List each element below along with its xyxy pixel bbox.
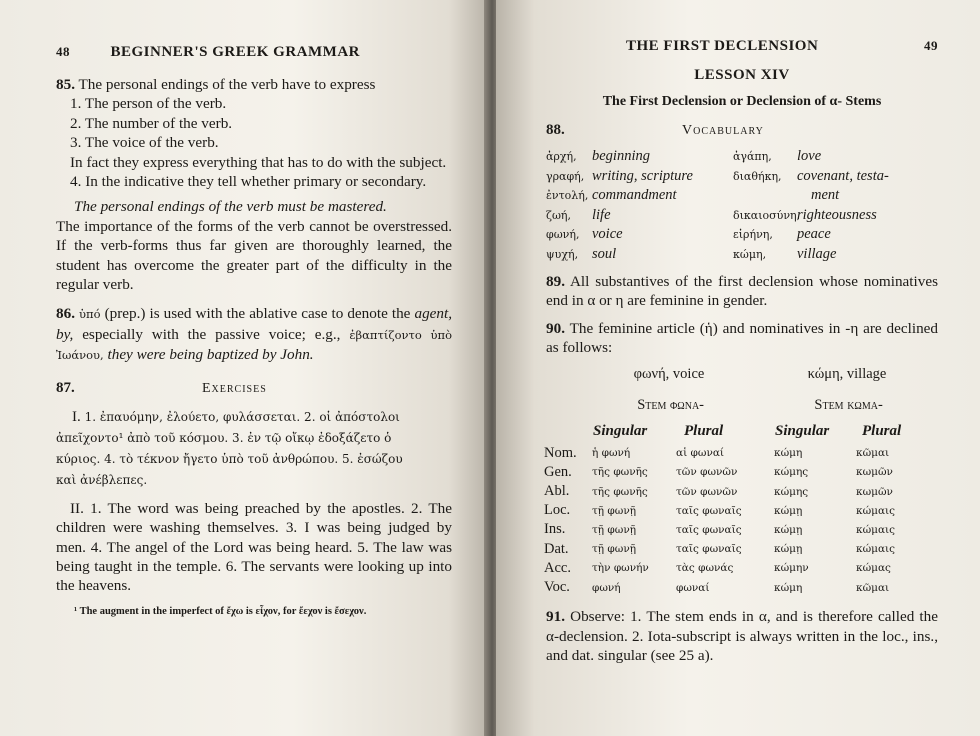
section-86-greek-word: ὑπό	[79, 307, 101, 322]
form-cell: αἱ φωναί	[676, 447, 725, 460]
form-cell: φωνή	[592, 581, 621, 594]
section-85-item-3: 3. The voice of the verb.	[70, 134, 219, 152]
section-86-text-b: especially with the passive voice; e.g.,	[82, 325, 341, 343]
declension-word-1: φωνή, voice	[633, 365, 705, 382]
form-cell: κώμη	[774, 447, 803, 460]
declension-stems	[546, 397, 938, 414]
form-cell: ἡ φωνή	[592, 447, 631, 460]
form-cell: κώμη	[774, 581, 803, 594]
form-cell: κώμην	[774, 562, 809, 575]
form-cell: κώμαις	[856, 504, 896, 517]
form-cell: ταῖς φωναῖς	[676, 543, 742, 556]
form-cell: κῶμαι	[856, 581, 890, 594]
case-label: Voc.	[544, 579, 570, 596]
right-running-title: THE FIRST DECLENSION	[626, 38, 819, 54]
table-row	[544, 578, 936, 597]
table-row	[544, 501, 936, 520]
column-singular: Singular	[775, 423, 830, 440]
vocab-english: soul	[592, 245, 617, 262]
right-page	[496, 0, 980, 736]
exercise-greek-line	[72, 407, 452, 428]
form-cell: κώμας	[856, 562, 891, 575]
section-89-text: All substantives of the first declension whose nominatives end in α or η are feminine in gender.	[546, 273, 938, 310]
form-cell: τῇ φωνῇ	[592, 543, 637, 556]
form-cell: τῇ φωνῇ	[592, 523, 637, 536]
vocab-english: righteousness	[797, 206, 877, 223]
vocab-english: beginning	[592, 148, 650, 164]
case-label: Ins.	[544, 521, 566, 538]
form-cell: κώμῃ	[774, 504, 803, 517]
vocab-greek: ψυχή,	[546, 247, 579, 261]
section-88-heading	[546, 122, 938, 139]
vocab-english: commandment	[592, 187, 677, 203]
lesson-subtitle: The First Declension or Declension of α- Stems	[602, 94, 882, 109]
declension-stem-2: Stem κωμα-	[814, 396, 883, 413]
form-cell: κώμῃ	[774, 543, 803, 556]
vocab-english: life	[592, 206, 611, 223]
vocab-greek: κώμη,	[733, 247, 767, 261]
footnote: ¹ The augment in the imperfect of ἔχω is εἶχον, for ἔεχον is ἔσεχον.	[74, 605, 367, 617]
table-row	[544, 444, 936, 463]
case-label: Loc.	[544, 502, 571, 519]
section-90-number: 90.	[546, 319, 565, 337]
table-row	[544, 520, 936, 539]
form-cell: φωναί	[676, 581, 710, 594]
form-cell: τῶν φωνῶν	[676, 485, 738, 498]
section-85-line-a: In fact they express everything that has to do with the subject.	[70, 153, 447, 171]
column-plural: Plural	[684, 423, 724, 440]
exercise-greek-line-1: 1. ἐπαυόμην, ἐλούετο, φυλάσσεται. 2. οἱ ἀπόστολοι	[84, 409, 400, 424]
form-cell: κώμαις	[856, 543, 896, 556]
vocab-greek: ἀρχή,	[546, 150, 577, 163]
vocab-english: covenant, testa-	[797, 167, 889, 184]
section-87-title: Exercises	[202, 380, 267, 396]
vocab-greek: δικαιοσύνη,	[733, 208, 801, 222]
form-cell: τῆς φωνῆς	[592, 466, 648, 479]
form-cell: κώμης	[774, 485, 809, 498]
right-running-head	[546, 38, 938, 55]
vocab-english: voice	[592, 226, 623, 242]
right-page-number: 49	[924, 38, 938, 53]
table-row	[544, 482, 936, 501]
declension-header-row	[544, 420, 936, 444]
section-86-number: 86.	[56, 305, 75, 323]
form-cell: κώμης	[774, 466, 809, 479]
case-label: Dat.	[544, 540, 569, 557]
section-85-intro-text: The personal endings of the verb have to express	[78, 76, 376, 93]
left-running-title: BEGINNER'S GREEK GRAMMAR	[110, 44, 360, 60]
section-85-emphasis: The personal endings of the verb must be mastered.	[74, 198, 387, 216]
section-86-translation: they were being baptized by John.	[107, 346, 314, 364]
form-cell: κωμῶν	[856, 466, 893, 479]
vocab-english: ment	[811, 187, 840, 203]
form-cell: ταῖς φωναῖς	[676, 523, 742, 536]
left-page-number: 48	[56, 44, 70, 59]
section-86	[56, 304, 452, 365]
vocab-english: peace	[797, 226, 831, 242]
exercise-part-1	[56, 407, 452, 428]
vocab-english: writing, scripture	[592, 167, 693, 184]
form-cell: κωμῶν	[856, 485, 893, 498]
vocabulary-list	[546, 147, 938, 264]
form-cell: τῇ φωνῇ	[592, 504, 637, 517]
exercise-part-2: II. 1. The word was being preached by the apostles. 2. The children were washing themselves. 3. I was being judged by men. 4. The angel of the Lord was being heard. 5. The law was being taught in the temple. 6. The servants were looking up into the heavens.	[56, 499, 452, 595]
form-cell: τὰς φωνάς	[676, 562, 734, 575]
section-88-title: Vocabulary	[682, 123, 764, 138]
declension-word-2: κώμη, village	[807, 365, 887, 382]
section-86-text-a: (prep.) is used with the ablative case to denote the	[104, 305, 411, 323]
form-cell: τῶν φωνῶν	[676, 466, 738, 479]
form-cell: κώμαις	[856, 523, 896, 536]
form-cell: τῆς φωνῆς	[592, 485, 648, 498]
vocab-greek: φωνή,	[546, 228, 580, 241]
vocab-greek: ἀγάπη,	[733, 150, 772, 163]
vocab-greek: ζωή,	[546, 208, 572, 222]
vocab-english: love	[797, 148, 822, 164]
column-plural: Plural	[862, 423, 902, 440]
section-87-heading	[56, 380, 452, 397]
section-85-line-b: 4. In the indicative they tell whether primary or secondary.	[70, 173, 427, 191]
section-88-number: 88.	[546, 122, 565, 138]
declension-words	[546, 366, 938, 383]
case-label: Nom.	[544, 444, 577, 461]
section-89-number: 89.	[546, 273, 565, 290]
section-86-greek-example: ἐβαπτίζοντο ὑπὸ Ἰωάνου,	[56, 327, 453, 363]
section-90-text: The feminine article (ἡ) and nominatives in -η are declined as follows:	[546, 319, 938, 357]
vocab-greek: διαθήκη,	[733, 169, 782, 183]
lesson-title: LESSON XIV	[694, 67, 790, 83]
vocab-greek: γραφή,	[546, 169, 585, 183]
table-row	[544, 463, 936, 482]
vocab-english: village	[797, 245, 837, 262]
table-row	[544, 540, 936, 559]
vocab-greek	[733, 186, 797, 206]
exercise-greek-line-2: ἀπεῖχοντο¹ ἀπὸ τοῦ κόσμου. 3. ἐν τῷ οἴκῳ ἐδοξάζετο ὁ	[56, 430, 392, 445]
case-label: Gen.	[544, 463, 572, 480]
column-singular: Singular	[593, 423, 648, 440]
section-91	[546, 607, 938, 665]
declension-stem-1: Stem φωνα-	[637, 396, 704, 413]
section-85-intro	[56, 75, 452, 94]
vocab-greek: εἰρήνη,	[733, 228, 773, 241]
declension-table	[544, 420, 936, 598]
form-cell: κῶμαι	[856, 447, 890, 460]
section-90	[546, 319, 938, 358]
section-85-line-c: The importance of the forms of the verb cannot be overstressed. If the verb-forms thus far given are thoroughly learned, the student has overcome the greater part of the difficulty in the regular verb.	[56, 217, 452, 294]
form-cell: τὴν φωνήν	[592, 562, 649, 575]
section-89	[546, 272, 938, 311]
form-cell: ταῖς φωναῖς	[676, 504, 742, 517]
left-running-head	[56, 44, 452, 61]
section-85-number: 85.	[56, 76, 75, 93]
section-91-number: 91.	[546, 608, 565, 626]
left-page	[0, 0, 488, 736]
form-cell: κώμῃ	[774, 523, 803, 536]
exercise-greek-line-3: κύριος. 4. τὸ τέκνον ἤγετο ὑπὸ τοῦ ἀνθρώπου. 5. ἐσώζου	[56, 451, 403, 466]
exercise-part-1-label: I.	[72, 408, 81, 425]
vocab-greek: ἐντολή,	[546, 189, 589, 202]
table-row	[544, 559, 936, 578]
case-label: Acc.	[544, 559, 571, 576]
section-85-item-1: 1. The person of the verb.	[70, 95, 227, 113]
section-91-text: Observe: 1. The stem ends in α, and is therefore called the α-declension. 2. Iota-subscript is always written in the loc., ins., and dat. singular (see 25 a).	[546, 608, 938, 664]
section-86-agent: agent, by,	[56, 305, 453, 343]
exercise-greek-line-4: καὶ ἀνέβλεπες.	[56, 472, 148, 487]
case-label: Abl.	[544, 483, 570, 500]
section-85-item-2: 2. The number of the verb.	[70, 114, 233, 132]
section-87-number: 87.	[56, 379, 75, 396]
